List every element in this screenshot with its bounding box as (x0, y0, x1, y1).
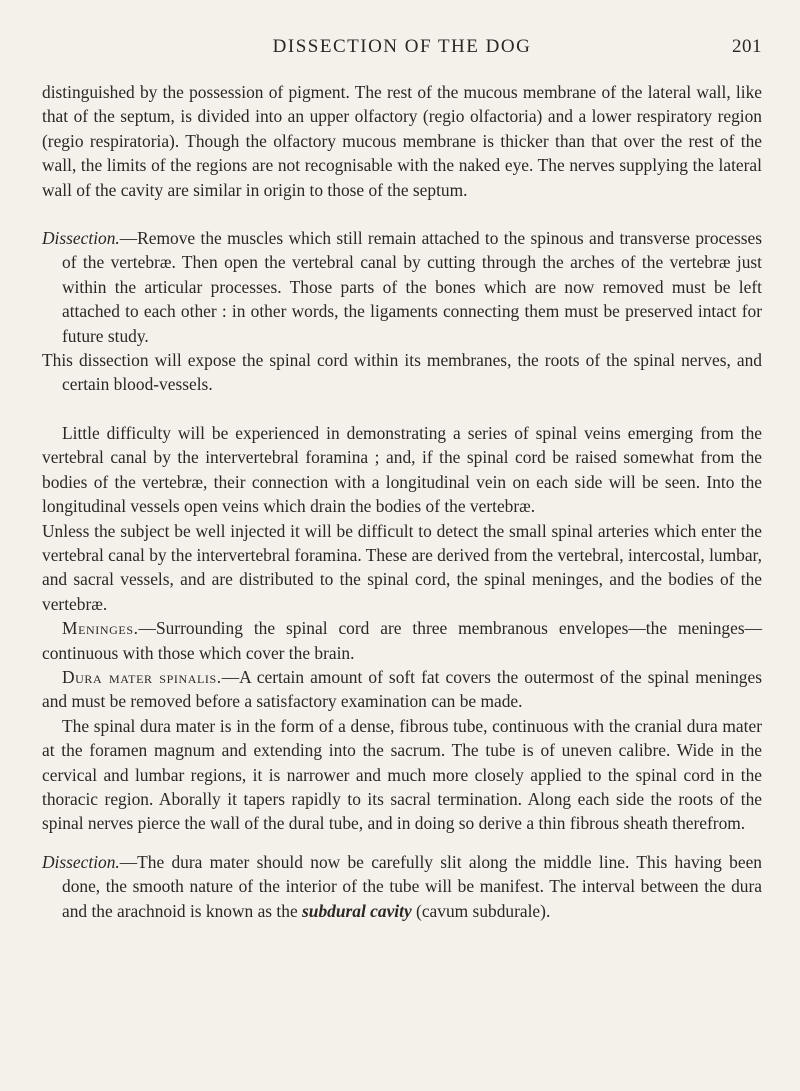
meninges-heading: Meninges. (62, 618, 139, 639)
paragraph-dura-mater (42, 665, 762, 714)
meninges-text: —Surrounding the spinal cord are three membranous envelopes—the meninges—continuous with those which cover the brain. (42, 618, 762, 663)
dissection-instruction-2 (42, 850, 762, 923)
paragraph-spinal-arteries: Unless the subject be well injected it will be difficult to detect the small spinal arteries which enter the vertebral canal by the intervertebral foramina. These are derived from the vertebral, intercostal, lumbar, and sacral vessels, and are distributed to the spinal cord, the spinal meninges, and the bodies of the vertebræ. (42, 520, 762, 614)
dissection-text: —Remove the muscles which still remain attached to the spinous and transverse processes of the vertebræ. Then open the vertebral canal by cutting through the arches of the vertebræ just within the articular processes. Those parts of the bones which are now removed must be left attached to each other : in other words, the ligaments connecting them must be preserved intact for future study. (62, 228, 762, 346)
running-head (42, 36, 762, 64)
dissection-text-2-end: (cavum subdurale). (411, 900, 551, 921)
paragraph-meninges (42, 616, 762, 665)
dissection-instruction-1-note: This dissection will expose the spinal cord within its membranes, the roots of the spinal nerves, and certain blood-vessels. (42, 350, 762, 395)
paragraph-spinal-veins: Little difficulty will be experienced in demonstrating a series of spinal veins emerging from the vertebral canal by the intervertebral foramina ; and, if the spinal cord be raised somewhat from the bodies of the vertebræ, their connection with a longitudinal vein on each side will be seen. Into the longitudinal vessels open veins which drain the bodies of the vertebræ. (42, 422, 762, 517)
paragraph-continued: distinguished by the possession of pigment. The rest of the mucous membrane of the lateral wall, like that of the septum, is divided into an upper olfactory (regio olfactoria) and a lower respiratory region (regio respiratoria). Though the olfactory mucous membrane is thicker than that over the rest of the wall, the limits of the regions are not recognisable with the naked eye. The nerves supplying the lateral wall of the cavity are similar in origin to those of the septum. (42, 82, 762, 200)
dissection-lead: Dissection. (42, 228, 120, 249)
dissection-text-2: —The dura mater should now be carefully slit along the middle line. This having been done, the smooth nature of the interior of the tube will be manifest. The interval between the dura and the arachnoid is known as the (62, 851, 762, 921)
dura-text: —A certain amount of soft fat covers the outermost of the spinal meninges and must be removed before a satisfactory examination can be made. (42, 666, 762, 712)
body-text (42, 80, 762, 923)
dura-heading: Dura mater spinalis. (62, 666, 222, 687)
page-number: 201 (732, 36, 762, 57)
dissection-instruction-1 (42, 226, 762, 348)
paragraph-dural-tube: The spinal dura mater is in the form of a dense, fibrous tube, continuous with the cranial dura mater at the foramen magnum and extending into the sacrum. The tube is of uneven calibre. Wide in the cervical and lumbar regions, it is narrower and much more closely applied to the spinal cord in the thoracic region. Aborally it tapers rapidly to its sacral termination. Along each side the roots of the spinal nerves pierce the wall of the dural tube, and in doing so derive a thin fibrous sheath therefrom. (42, 715, 762, 834)
running-title: DISSECTION OF THE DOG (272, 36, 532, 57)
term-subdural-cavity: subdural cavity (302, 900, 412, 921)
dissection-lead-2: Dissection. (42, 851, 120, 872)
